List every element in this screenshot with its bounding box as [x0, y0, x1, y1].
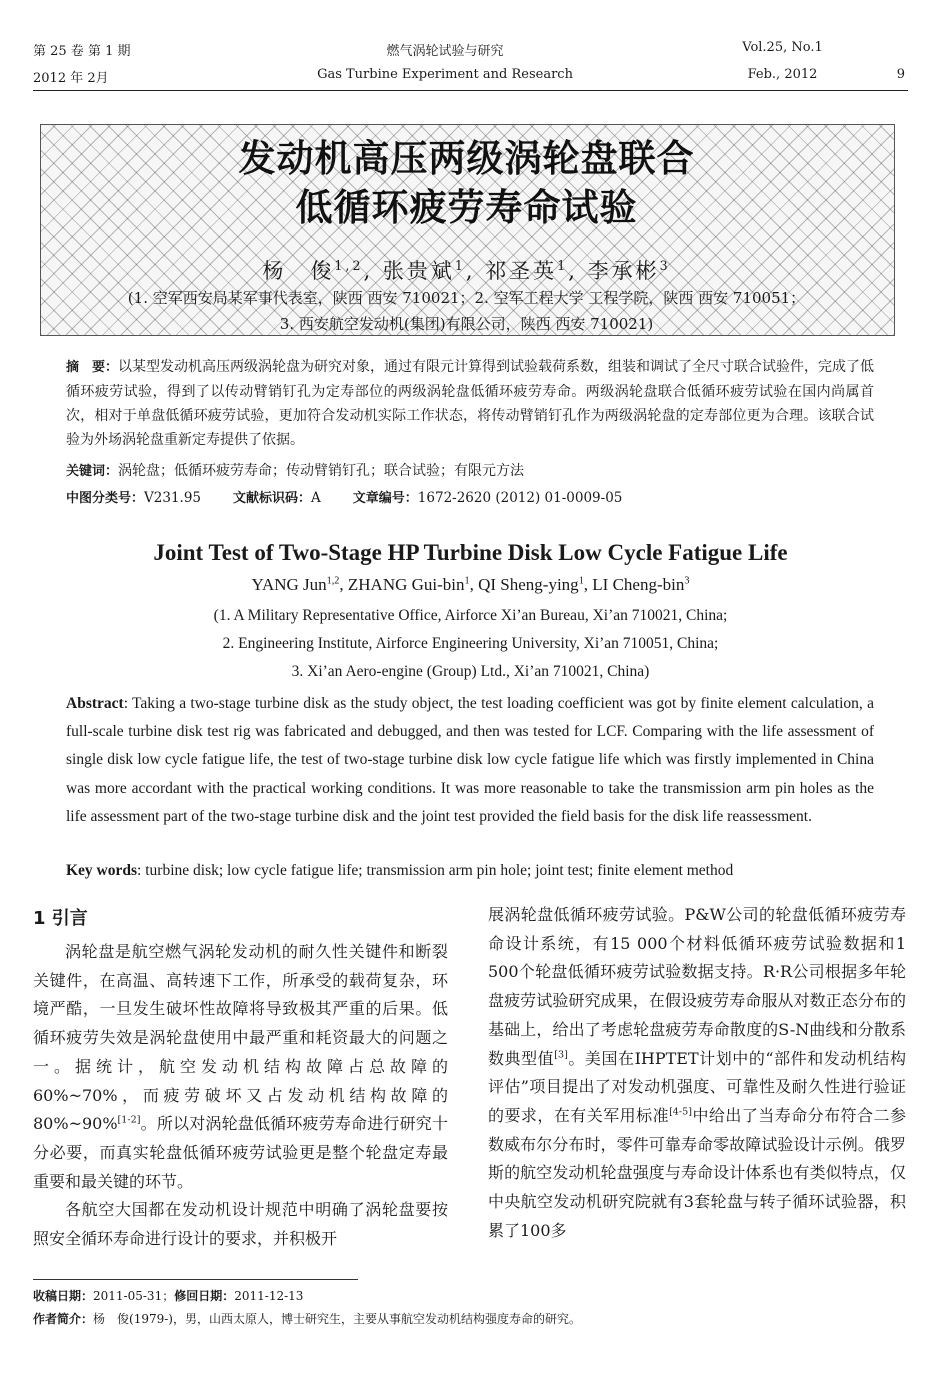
paragraph-1 [33, 938, 448, 1196]
abstract-en-label: Abstract [66, 695, 124, 712]
affiliation-en-line3: 3. Xi’an Aero-engine (Group) Ltd., Xi’an 710021, China) [291, 663, 650, 680]
keywords-cn-text: 涡轮盘；低循环疲劳寿命；传动臂销钉孔；联合试验；有限元方法 [118, 463, 525, 479]
doc-code-value: A [311, 490, 321, 506]
abstract-en [66, 690, 874, 831]
affiliation-en-line2: 2. Engineering Institute, Airforce Engineering University, Xi’an 710051, China; [222, 635, 719, 652]
author-cn-name: 李承彬 [587, 259, 660, 283]
journal-volume-en: Vol.25, No.1 [742, 40, 823, 55]
author-cn-separator: , [465, 259, 486, 283]
citation-4-5: [4-5] [669, 1106, 692, 1118]
author-en-name: LI Cheng-bin [592, 575, 685, 594]
author-en-affil-sup: 1 [464, 575, 470, 587]
citation-3: [3] [554, 1049, 568, 1061]
footnote-dates [33, 1287, 303, 1304]
keywords-cn-label: 关键词： [66, 464, 119, 479]
journal-volume-cn: 第 25 卷 第 1 期 [33, 44, 131, 59]
author-cn-affil-sup: 1,2 [334, 258, 364, 273]
section-1-title: 1 引言 [33, 908, 88, 929]
affiliation-cn-line1: (1. 空军西安局某军事代表室，陕西 西安 710021；2. 空军工程大学 工程学院，陕西 西安 710051； [127, 289, 806, 307]
title-cn-line1: 发动机高压两级涡轮盘联合 [238, 137, 695, 180]
clc-label: 中图分类号： [66, 491, 145, 506]
author-cn-separator: , [363, 259, 383, 283]
author-en-separator: , [469, 575, 479, 594]
title-en: Joint Test of Two-Stage HP Turbine Disk Low Cycle Fatigue Life [153, 540, 788, 565]
journal-date-en: Feb., 2012 [747, 67, 818, 82]
author-en-name: ZHANG Gui-bin [347, 575, 465, 594]
abstract-cn-text: 以某型发动机高压两级涡轮盘为研究对象，通过有限元计算得到试验载荷系数，组装和调试了全尺寸联合试验件，完成了低循环疲劳试验，得到了以传动臂销钉孔为定寿部位的两级涡轮盘低循环疲劳寿命。两级涡轮盘联合低循环疲劳试验在国内尚属首次，相对于单盘低循环疲劳试验，更加符合发动机实际工作状态，将传动臂销钉孔作为两级涡轮盘的定寿部位更为合理。该联合试验为外场涡轮盘重新定寿提供了依据。 [66, 359, 875, 448]
footnote-rule [33, 1279, 358, 1280]
author-en-separator: , [583, 575, 593, 594]
affiliation-cn-line2: 3. 西安航空发动机(集团)有限公司，陕西 西安 710021) [279, 315, 654, 333]
keywords-en-label: Key words [66, 862, 138, 879]
keywords-en [66, 862, 733, 880]
authors-en [20, 575, 921, 595]
page-number: 9 [896, 67, 905, 82]
paragraph-2-text-b: 。美国在IHPTET计划中的“部件和发动机结构评估”项目提出了对发动机强度、可靠性及耐久性进行验证的要求，在有关军用标准 [488, 1048, 906, 1125]
author-cn-name: 杨 俊 [262, 259, 335, 283]
header-rule [33, 90, 908, 91]
clc-value: V231.95 [144, 490, 202, 506]
abstract-cn [66, 355, 874, 452]
paragraph-1-text-a: 涡轮盘是航空燃气涡轮发动机的耐久性关键件和断裂关键件，在高温、高转速下工作，所承受的载荷复杂，环境严酷，一旦发生破坏性故障将导致极其严重的后果。低循环疲劳失效是涡轮盘使用中最严重和耗资最大的问题之一。据统计，航空发动机结构故障占总故障的60%~70%，而疲劳破坏又占发动机结构故障的80%~90% [33, 942, 448, 1134]
received-label: 收稿日期： [33, 1289, 94, 1303]
body-column-left [33, 938, 448, 1254]
author-cn-affil-sup: 3 [659, 258, 671, 273]
author-cn-name: 祁圣英 [485, 259, 558, 283]
authors-cn [40, 255, 893, 285]
citation-1-2: [1-2] [117, 1114, 141, 1126]
author-en-name: YANG Jun [251, 575, 327, 594]
author-cn-affil-sup: 1 [557, 258, 569, 273]
paragraph-2-continued [488, 901, 906, 1245]
journal-name-cn: 燃气涡轮试验与研究 [386, 44, 504, 59]
abstract-en-text: : Taking a two-stage turbine disk as the study object, the test loading coefficient was got by finite element calculation, a full-scale turbine disk test rig was fabricated and debugged, and then was tested for LCF. Comparing with the life assessment of single disk low cycle fatigue life, the test of two-stage turbine disk low cycle fatigue life which was firstly implemented in China was more accordant with the practical working conditions. It was more reasonable to take the transmission arm pin holes as the life assessment part of the two-stage turbine disk and the joint test provided the field basis for the disk life reassessment. [66, 695, 874, 825]
author-en-affil-sup: 1,2 [326, 575, 340, 587]
author-cn-separator: , [568, 259, 588, 283]
author-en-affil-sup: 3 [684, 575, 690, 587]
revised-date: 2011-12-13 [234, 1289, 304, 1303]
bio-text: 杨 俊(1979-)，男，山西太原人，博士研究生，主要从事航空发动机结构强度寿命的研究。 [93, 1312, 581, 1326]
keywords-en-text: : turbine disk; low cycle fatigue life; transmission arm pin hole; joint test; finite element method [137, 862, 734, 879]
revised-label: 修回日期： [174, 1289, 235, 1303]
title-cn-line2: 低循环疲劳寿命试验 [295, 186, 638, 229]
paragraph-2: 各航空大国都在发动机设计规范中明确了涡轮盘要按照安全循环寿命进行设计的要求，并积极开 [33, 1200, 448, 1249]
author-en-name: QI Sheng-ying [478, 575, 579, 594]
abstract-cn-label: 摘 要： [66, 360, 119, 375]
doc-code-label: 文献标识码： [233, 491, 312, 506]
footnote-bio [33, 1310, 581, 1327]
journal-name-en: Gas Turbine Experiment and Research [317, 67, 573, 82]
author-en-separator: , [339, 575, 348, 594]
classification-row [66, 487, 622, 506]
author-cn-name: 张贵斌 [382, 259, 455, 283]
keywords-cn [66, 459, 874, 484]
paragraph-1-text-b: 。所以对涡轮盘低循环疲劳寿命进行研究十分必要，而真实轮盘低循环疲劳试验更是整个轮盘定寿最重要和最关键的环节。 [33, 1114, 448, 1191]
paragraph-2-text-a: 展涡轮盘低循环疲劳试验。P&W公司的轮盘低循环疲劳寿命设计系统，有15 000个材料低循环疲劳试验数据和1 500个轮盘低循环疲劳试验数据支持。R·R公司根据多年轮盘疲劳试验研究成果，在假设疲劳寿命服从对数正态分布的基础上，给出了考虑轮盘疲劳寿命散度的S-N曲线和分散系数典型值 [488, 905, 906, 1068]
affiliation-en-line1: (1. A Military Representative Office, Airforce Xi’an Bureau, Xi’an 710021, China; [213, 607, 728, 624]
received-date: 2011-05-31； [93, 1289, 175, 1303]
body-column-right [488, 901, 906, 1245]
article-number-value: 1672-2620 (2012) 01-0009-05 [417, 490, 623, 506]
author-en-affil-sup: 1 [578, 575, 584, 587]
author-cn-affil-sup: 1 [454, 258, 466, 273]
journal-date-cn: 2012 年 2月 [33, 71, 109, 86]
article-number-label: 文章编号： [352, 491, 418, 506]
bio-label: 作者简介： [33, 1312, 94, 1326]
paragraph-2-text-c: 中给出了当寿命分布符合二参数威布尔分布时，零件可靠寿命零故障试验设计示例。俄罗斯的航空发动机轮盘强度与寿命设计体系也有类似特点，仅中央航空发动机研究院就有3套轮盘与转子循环试验器，积累了100多 [488, 1105, 906, 1240]
